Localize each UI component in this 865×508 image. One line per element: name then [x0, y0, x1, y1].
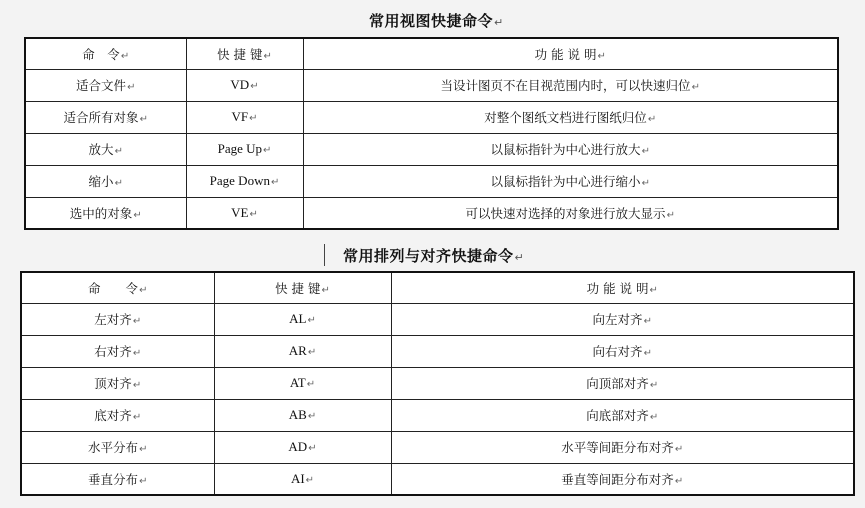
table-row	[21, 335, 854, 367]
description-cell	[391, 303, 854, 335]
command-cell-text: 选中的对象	[69, 205, 133, 221]
paragraph-mark: ↵	[249, 208, 258, 220]
paragraph-mark: ↵	[132, 412, 142, 423]
description-cell	[391, 367, 854, 399]
table-row	[21, 431, 854, 463]
shortcut-cell-text: VE	[231, 204, 249, 220]
table-row	[21, 463, 854, 495]
command-cell-text: 缩小	[88, 174, 114, 189]
shortcut-cell	[214, 463, 391, 495]
description-cell	[391, 335, 854, 367]
align-shortcuts-table	[20, 271, 855, 496]
shortcut-cell	[214, 303, 391, 335]
paragraph-mark: ↵	[643, 316, 652, 327]
section1-title: 常用视图快捷命令↵	[369, 12, 504, 30]
header-description	[303, 38, 838, 69]
description-cell	[391, 463, 854, 495]
paragraph-mark: ↵	[270, 177, 280, 188]
paragraph-mark: ↵	[306, 379, 316, 390]
paragraph-mark: ↵	[649, 412, 659, 423]
table-row	[25, 101, 838, 133]
paragraph-mark: ↵	[139, 444, 148, 455]
table-row	[21, 367, 854, 399]
table-row	[25, 69, 838, 101]
paragraph-mark: ↵	[321, 284, 330, 296]
command-cell	[25, 197, 186, 229]
command-cell-text: 右对齐	[94, 344, 132, 359]
shortcut-cell-text: AL	[289, 311, 307, 326]
shortcut-cell	[214, 367, 391, 399]
paragraph-mark: ↵	[249, 113, 258, 124]
paragraph-mark: ↵	[691, 82, 700, 93]
table-row	[25, 197, 838, 229]
shortcut-cell-text: AI	[290, 470, 305, 486]
description-cell	[391, 431, 854, 463]
shortcut-cell-text: AR	[288, 343, 307, 358]
header-shortcut-text: 快 捷 键	[275, 280, 321, 296]
command-cell	[25, 165, 186, 197]
header-description-text: 功 能 说 明	[586, 280, 649, 296]
paragraph-mark: ↵	[647, 114, 657, 125]
command-cell-text: 顶对齐	[94, 376, 132, 391]
shortcut-cell	[214, 399, 391, 431]
command-cell	[25, 133, 186, 165]
command-cell	[21, 335, 214, 367]
paragraph-mark: ↵	[307, 411, 317, 422]
shortcut-cell	[186, 133, 303, 165]
command-cell	[25, 69, 186, 101]
description-cell-text: 可以快速对选择的对象进行放大显示	[465, 205, 666, 221]
description-cell-text: 向底部对齐	[586, 408, 649, 423]
section2-title: 常用排列与对齐快捷命令↵	[343, 247, 525, 265]
shortcut-cell-text: AT	[289, 375, 306, 390]
paragraph-mark: ↵	[139, 114, 148, 125]
description-cell	[303, 101, 838, 133]
description-cell	[391, 399, 854, 431]
shortcut-cell-text: Page Up	[217, 141, 263, 156]
description-cell-text: 向顶部对齐	[586, 376, 649, 391]
header-command	[25, 38, 186, 69]
header-shortcut-text: 快 捷 键	[217, 46, 263, 62]
shortcut-cell-text: Page Down	[209, 173, 270, 188]
paragraph-mark: ↵	[643, 348, 652, 359]
paragraph-mark: ↵	[263, 50, 272, 62]
command-cell-text: 适合所有对象	[63, 110, 139, 125]
command-cell-text: 底对齐	[94, 408, 132, 423]
description-cell-text: 当设计图页不在目视范围内时，可以快速归位	[440, 78, 691, 93]
header-row	[21, 272, 854, 303]
paragraph-mark: ↵	[139, 475, 148, 487]
command-cell	[21, 367, 214, 399]
description-cell	[303, 165, 838, 197]
paragraph-mark: ↵	[263, 145, 272, 156]
description-cell-text: 水平等间距分布对齐	[561, 440, 674, 455]
paragraph-mark: ↵	[132, 380, 142, 391]
header-shortcut	[186, 38, 303, 69]
table-row	[21, 399, 854, 431]
header-command-text: 命 令	[88, 280, 139, 296]
description-cell	[303, 69, 838, 101]
paragraph-mark: ↵	[666, 209, 675, 221]
command-cell	[25, 101, 186, 133]
paragraph-mark: ↵	[139, 284, 148, 296]
table-row	[21, 303, 854, 335]
paragraph-mark: ↵	[674, 475, 684, 487]
description-cell-text: 垂直等间距分布对齐	[561, 471, 674, 487]
command-cell-text: 垂直分布	[88, 471, 139, 487]
command-cell	[21, 399, 214, 431]
shortcut-cell-text: AD	[288, 439, 308, 454]
command-cell-text: 适合文件	[76, 78, 127, 93]
shortcut-cell	[186, 165, 303, 197]
paragraph-mark: ↵	[308, 443, 317, 454]
header-shortcut	[214, 272, 391, 303]
shortcut-cell	[214, 335, 391, 367]
paragraph-mark: ↵	[132, 348, 142, 359]
shortcut-cell	[214, 431, 391, 463]
shortcut-cell-text: VF	[231, 109, 249, 124]
shortcut-cell	[186, 69, 303, 101]
description-cell-text: 对整个图纸文档进行图纸归位	[484, 110, 647, 125]
header-description	[391, 272, 854, 303]
shortcut-cell	[186, 101, 303, 133]
description-cell-text: 向右对齐	[592, 344, 643, 359]
header-description-text: 功 能 说 明	[534, 46, 597, 62]
shortcut-cell	[186, 197, 303, 229]
command-cell	[21, 463, 214, 495]
paragraph-mark: ↵	[132, 316, 142, 327]
header-command	[21, 272, 214, 303]
command-cell	[21, 431, 214, 463]
table-row	[25, 133, 838, 165]
paragraph-mark: ↵	[641, 146, 650, 157]
paragraph-mark: ↵	[114, 146, 123, 157]
paragraph-mark: ↵	[120, 50, 130, 62]
command-cell-text: 放大	[88, 142, 114, 157]
paragraph-mark: ↵	[114, 178, 123, 189]
text-cursor	[324, 244, 325, 266]
description-cell	[303, 133, 838, 165]
shortcut-cell-text: AB	[288, 407, 307, 422]
paragraph-mark: ↵	[649, 380, 659, 391]
table-row	[25, 165, 838, 197]
command-cell	[21, 303, 214, 335]
description-cell	[303, 197, 838, 229]
shortcut-cell-text: VD	[230, 77, 250, 92]
paragraph-mark: ↵	[305, 474, 315, 486]
paragraph-mark: ↵	[250, 81, 259, 92]
paragraph-mark: ↵	[597, 50, 606, 62]
view-shortcuts-table	[24, 37, 839, 230]
paragraph-mark: ↵	[133, 209, 142, 221]
paragraph-mark: ↵	[674, 444, 684, 455]
header-command-text: 命 令	[82, 46, 120, 62]
description-cell-text: 向左对齐	[592, 312, 643, 327]
paragraph-mark: ↵	[641, 178, 650, 189]
header-row	[25, 38, 838, 69]
command-cell-text: 左对齐	[94, 312, 132, 327]
command-cell-text: 水平分布	[88, 440, 139, 455]
paragraph-mark: ↵	[127, 82, 136, 93]
paragraph-mark: ↵	[649, 284, 658, 296]
description-cell-text: 以鼠标指针为中心进行放大	[490, 142, 641, 157]
paragraph-mark: ↵	[307, 347, 317, 358]
paragraph-mark: ↵	[307, 315, 316, 326]
description-cell-text: 以鼠标指针为中心进行缩小	[490, 174, 641, 189]
